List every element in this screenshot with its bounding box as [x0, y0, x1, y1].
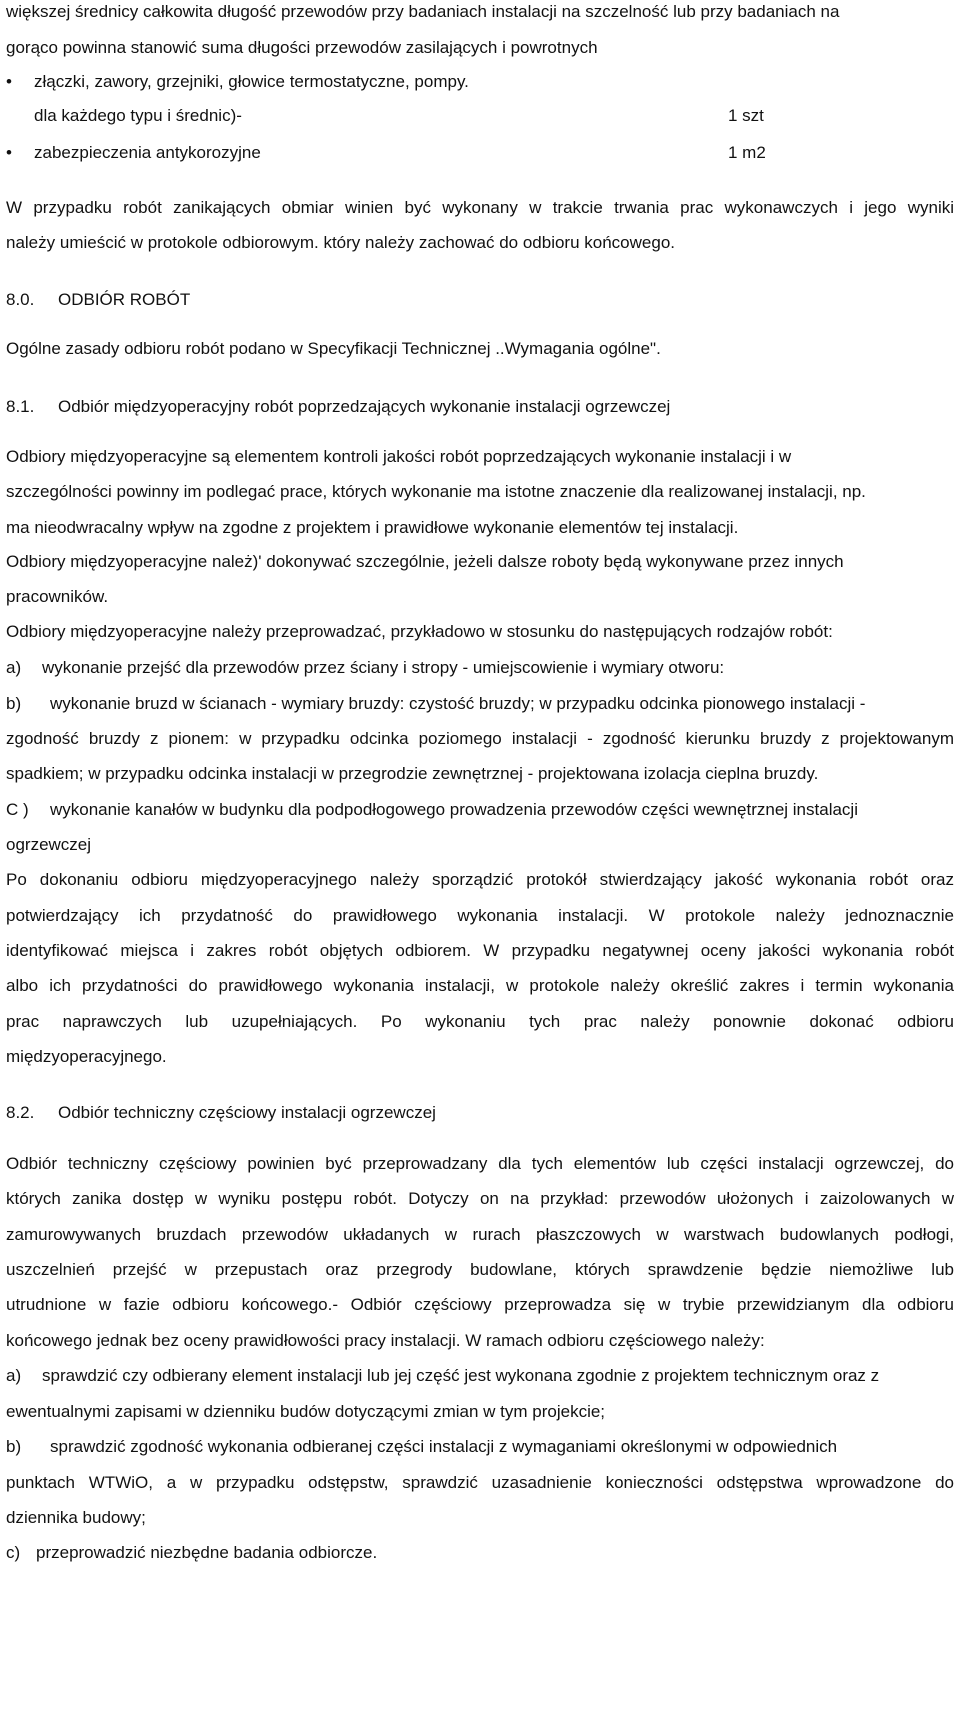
list-text: sprawdzić czy odbierany element instalacji lub jej część jest wykonana zgodnie z projektem technicznym oraz z: [42, 1366, 880, 1385]
section-heading-8-1: [6, 397, 670, 417]
section-heading-8-0: [6, 290, 190, 310]
body-line: zamurowywanych bruzdach przewodów układanych w rurach płaszczowych w warstwach budowlanych podłogi,: [6, 1225, 954, 1244]
body-line: Ogólne zasady odbioru robót podano w Specyfikacji Technicznej ..Wymagania ogólne".: [6, 339, 661, 358]
section-heading-8-2: [6, 1103, 436, 1123]
list-item-b: [6, 1437, 837, 1457]
body-line: szczególności powinny im podlegać prace, których wykonanie ma istotne znaczenie dla realizowanej instalacji, np.: [6, 482, 866, 501]
quantity-value: 1 szt: [728, 106, 764, 125]
body-line: punktach WTWiO, a w przypadku odstępstw, sprawdzić uzasadnienie konieczności odstępstwa wprowadzone do: [6, 1473, 954, 1492]
body-line: należy umieścić w protokole odbiorowym. który należy zachować do odbioru końcowego.: [6, 233, 676, 252]
bullet-text: dla każdego typu i średnic)-: [34, 106, 242, 125]
list-label: a): [6, 658, 22, 677]
list-text: przeprowadzić niezbędne badania odbiorcze.: [36, 1543, 378, 1562]
quantity-value: 1 m2: [728, 143, 766, 162]
bullet-text: złączki, zawory, grzejniki, głowice termostatyczne, pompy.: [34, 72, 469, 91]
body-line: dziennika budowy;: [6, 1508, 146, 1527]
section-number: 8.1.: [6, 397, 35, 416]
list-item-c: [6, 1543, 377, 1563]
body-line: Odbiory międzyoperacyjne należ)' dokonywać szczególnie, jeżeli dalsze roboty będą wykonywane przez innych: [6, 552, 844, 571]
section-number: 8.2.: [6, 1103, 35, 1122]
list-text: wykonanie przejść dla przewodów przez ściany i stropy - umiejscowienie i wymiary otworu:: [42, 658, 725, 677]
body-line: albo ich przydatności do prawidłowego wykonania instalacji, w protokole należy określić zakres i termin wykonania: [6, 976, 954, 995]
section-title: Odbiór techniczny częściowy instalacji ogrzewczej: [58, 1103, 436, 1122]
body-line: uszczelnień przejść w przepustach oraz przegrody budowlane, których sprawdzenie będzie niemożliwe lub: [6, 1260, 954, 1279]
body-line: Po dokonaniu odbioru międzyoperacyjnego należy sporządzić protokół stwierdzający jakość wykonania robót oraz: [6, 870, 954, 889]
body-line: ewentualnymi zapisami w dzienniku budów dotyczącymi zmian w tym projekcie;: [6, 1402, 606, 1421]
list-item-c: [6, 800, 858, 820]
body-line: międzyoperacyjnego.: [6, 1047, 167, 1066]
body-line: zgodność bruzdy z pionem: w przypadku odcinka poziomego instalacji - zgodność kierunku bruzdy z projektowanym: [6, 729, 954, 748]
list-label: c): [6, 1543, 21, 1562]
body-line: ma nieodwracalny wpływ na zgodne z projektem i prawidłowe wykonanie elementów tej instalacji.: [6, 518, 739, 537]
body-line: W przypadku robót zanikających obmiar winien być wykonany w trakcie trwania prac wykonawczych i jego wyniki: [6, 198, 954, 217]
body-line: Odbiór techniczny częściowy powinien być przeprowadzany dla tych elementów lub części instalacji ogrzewczej, do: [6, 1154, 954, 1173]
body-line: prac naprawczych lub uzupełniających. Po wykonaniu tych prac należy ponownie dokonać odbioru: [6, 1012, 954, 1031]
body-line: Odbiory międzyoperacyjne należy przeprowadzać, przykładowo w stosunku do następujących rodzajów robót:: [6, 622, 833, 641]
list-item-b: [6, 694, 865, 714]
list-label: C ): [6, 800, 29, 819]
body-line: gorąco powinna stanowić suma długości przewodów zasilających i powrotnych: [6, 38, 598, 57]
body-line: końcowego jednak bez oceny prawidłowości pracy instalacji. W ramach odbioru częściowego należy:: [6, 1331, 765, 1350]
section-number: 8.0.: [6, 290, 35, 309]
body-line: większej średnicy całkowita długość przewodów przy badaniach instalacji na szczelność lub przy badaniach na: [6, 2, 840, 21]
body-line: spadkiem; w przypadku odcinka instalacji w przegrodzie zewnętrznej - projektowana izolacja cieplna bruzdy.: [6, 764, 819, 783]
bullet-mark: •: [6, 72, 12, 91]
list-text: wykonanie bruzd w ścianach - wymiary bruzdy: czystość bruzdy; w przypadku odcinka pionowego instalacji -: [50, 694, 866, 713]
body-line: utrudnione w fazie odbioru końcowego.- Odbiór częściowy przeprowadza się w trybie przewidzianym dla odbioru: [6, 1295, 954, 1314]
section-title: ODBIÓR ROBÓT: [58, 290, 191, 309]
list-label: b): [6, 694, 22, 713]
body-line: potwierdzający ich przydatność do prawidłowego wykonania instalacji. W protokole należy jednoznacznie: [6, 906, 954, 925]
list-item-a: [6, 1366, 879, 1386]
list-label: b): [6, 1437, 22, 1456]
body-line: których zanika dostęp w wyniku postępu robót. Dotyczy on na przykład: przewodów ułożonych i zaizolowanych w: [6, 1189, 954, 1208]
bullet-text: zabezpieczenia antykorozyjne: [34, 143, 261, 162]
body-line: Odbiory międzyoperacyjne są elementem kontroli jakości robót poprzedzających wykonanie instalacji i w: [6, 447, 792, 466]
list-text: sprawdzić zgodność wykonania odbieranej części instalacji z wymaganiami określonymi w odpowiednich: [50, 1437, 838, 1456]
list-text: wykonanie kanałów w budynku dla podpodłogowego prowadzenia przewodów części wewnętrznej instalacji: [50, 800, 858, 819]
body-line: identyfikować miejsca i zakres robót objętych odbiorem. W przypadku negatywnej oceny jakości wykonania robót: [6, 941, 954, 960]
list-item-a: [6, 658, 724, 678]
section-title: Odbiór międzyoperacyjny robót poprzedzających wykonanie instalacji ogrzewczej: [58, 397, 671, 416]
body-line: pracowników.: [6, 587, 109, 606]
bullet-mark: •: [6, 143, 12, 162]
list-label: a): [6, 1366, 22, 1385]
body-line: ogrzewczej: [6, 835, 92, 854]
